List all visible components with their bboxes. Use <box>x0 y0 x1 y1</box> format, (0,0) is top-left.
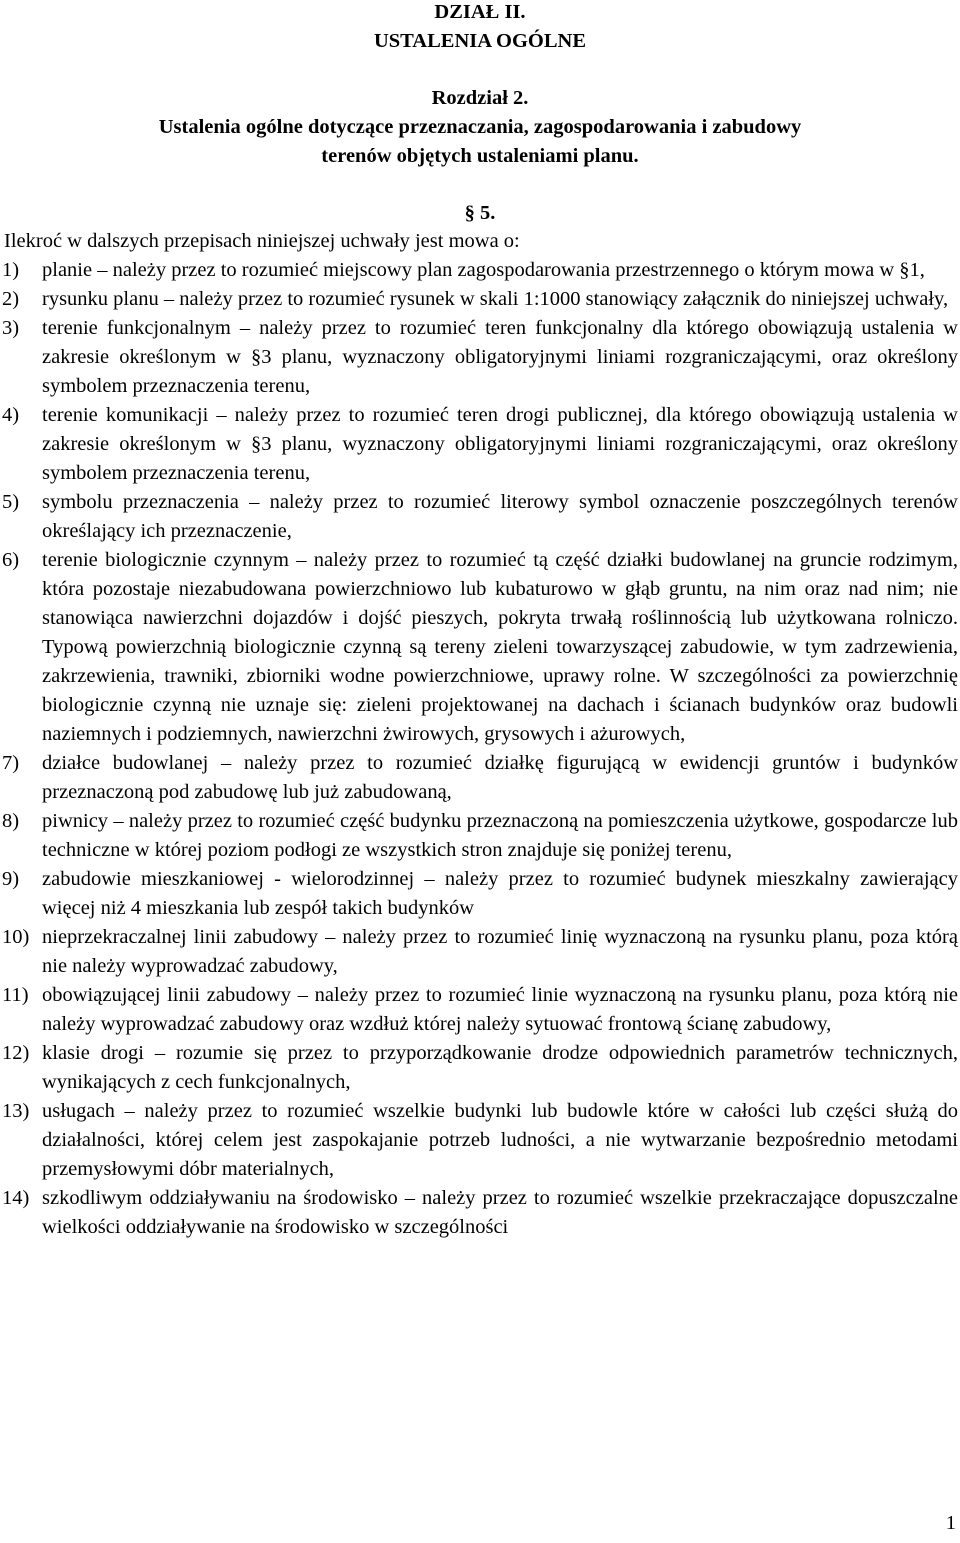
division-title: USTALENIA OGÓLNE <box>373 30 587 52</box>
definition-text: obowiązującej linii zabudowy – należy przez to rozumieć linie wyznaczoną na rysunku planu, poza którą nie należy wyprowadzać zabudowy oraz wzdłuż której należy sytuować frontową ścianę zabudowy, <box>42 984 958 1035</box>
definition-number: 10) <box>2 926 30 948</box>
definition-number: 8) <box>2 810 20 832</box>
definition-number: 2) <box>2 288 20 310</box>
definition-text: rysunku planu – należy przez to rozumieć rysunek w skali 1:1000 stanowiący załącznik do niniejszej uchwały, <box>42 288 949 310</box>
definition-text: szkodliwym oddziaływaniu na środowisko – należy przez to rozumieć wszelkie przekraczające dopuszczalne wielkości oddziaływanie na środowisko w szczególności <box>42 1187 958 1238</box>
section-heading: § 5. <box>464 202 496 224</box>
definition-item <box>0 807 958 865</box>
definition-item <box>0 923 958 981</box>
definition-text: terenie funkcjonalnym – należy przez to rozumieć teren funkcjonalny dla którego obowiązują ustalenia w zakresie określonym w §3 planu, wyznaczony obligatoryjnymi liniami rozgraniczającymi, oraz określony symbolem przeznaczenia terenu, <box>42 317 958 397</box>
definition-text: planie – należy przez to rozumieć miejscowy plan zagospodarowania przestrzennego o którym mowa w §1, <box>42 259 925 281</box>
definition-text: symbolu przeznaczenia – należy przez to rozumieć literowy symbol oznaczenie poszczególnych terenów określający ich przeznaczenie, <box>42 491 958 542</box>
definition-item <box>0 285 958 314</box>
definition-number: 7) <box>2 752 20 774</box>
definition-item <box>0 546 958 749</box>
definition-text: nieprzekraczalnej linii zabudowy – należy przez to rozumieć linię wyznaczoną na rysunku planu, poza którą nie należy wyprowadzać zabudowy, <box>42 926 958 977</box>
definition-number: 11) <box>2 984 29 1006</box>
chapter-heading <box>0 84 960 171</box>
definition-text: terenie biologicznie czynnym – należy przez to rozumieć tą część działki budowlanej na gruncie rodzimym, która pozostaje niezabudowana powierzchniowo lub kubaturowo w głąb gruntu, na nim oraz nad nim; nie stanowiąca nawierzchni dojazdów i dojść pieszych, pokryta trwałą roślinnością lub użytkowana rolniczo. Typową powierzchnią biologicznie czynną są tereny zieleni towarzyszącej zabudowie, w tym zadrzewienia, zakrzewienia, trawniki, zbiorniki wodne powierzchniowe, uprawy rolne. W szczególności za powierzchnię biologicznie czynną nie uznaje się: zieleni projektowanej na dachach i ścianach budynków oraz budowli naziemnych i podziemnych, nawierzchni żwirowych, grysowych i ażurowych, <box>42 549 958 745</box>
intro-paragraph: Ilekroć w dalszych przepisach niniejszej uchwały jest mowa o: <box>4 230 520 252</box>
definition-item <box>0 865 958 923</box>
definition-text: terenie komunikacji – należy przez to rozumieć teren drogi publicznej, dla którego obowiązują ustalenia w zakresie określonym w §3 planu, wyznaczony obligatoryjnymi liniami rozgraniczającymi, oraz określony symbolem przeznaczenia terenu, <box>42 404 958 484</box>
definition-item <box>0 1097 958 1184</box>
definition-number: 6) <box>2 549 20 571</box>
definition-text: piwnicy – należy przez to rozumieć część budynku przeznaczoną na pomieszczenia użytkowe, gospodarcze lub techniczne w której poziom podłogi ze wszystkich stron znajduje się poniżej terenu, <box>42 810 958 861</box>
definition-number: 9) <box>2 868 20 890</box>
definition-item <box>0 256 958 285</box>
definition-text: usługach – należy przez to rozumieć wszelkie budynki lub budowle które w całości lub części służą do działalności, której celem jest zaspokajanie potrzeb ludności, a nie wytwarzanie bezpośrednio metodami przemysłowymi dóbr materialnych, <box>42 1100 958 1180</box>
definition-number: 13) <box>2 1100 30 1122</box>
definition-item <box>0 981 958 1039</box>
definition-number: 14) <box>2 1187 30 1209</box>
chapter-number: Rozdział 2. <box>431 87 529 109</box>
definition-item <box>0 1184 958 1242</box>
definition-number: 12) <box>2 1042 30 1064</box>
definition-text: zabudowie mieszkaniowej - wielorodzinnej – należy przez to rozumieć budynek mieszkalny zawierający więcej niż 4 mieszkania lub zespół takich budynków <box>42 868 958 919</box>
division-number: DZIAŁ II. <box>434 1 526 23</box>
definition-item <box>0 488 958 546</box>
definition-item <box>0 749 958 807</box>
definition-item <box>0 401 958 488</box>
definition-text: klasie drogi – rozumie się przez to przyporządkowanie drodze odpowiednich parametrów technicznych, wynikających z cech funkcjonalnych, <box>42 1042 958 1093</box>
definition-item <box>0 314 958 401</box>
definition-text: działce budowlanej – należy przez to rozumieć działkę figurującą w ewidencji gruntów i budynków przeznaczoną pod zabudowę lub już zabudowaną, <box>42 752 958 803</box>
chapter-title-line-1: Ustalenia ogólne dotyczące przeznaczania, zagospodarowania i zabudowy <box>158 116 802 138</box>
division-heading <box>0 0 960 56</box>
definition-number: 3) <box>2 317 20 339</box>
definition-item <box>0 1039 958 1097</box>
definition-number: 4) <box>2 404 20 426</box>
definitions-list <box>0 256 958 1242</box>
definition-number: 1) <box>2 259 20 281</box>
page-number: 1 <box>945 1512 956 1534</box>
chapter-title-line-2: terenów objętych ustaleniami planu. <box>321 145 639 167</box>
definition-number: 5) <box>2 491 20 513</box>
